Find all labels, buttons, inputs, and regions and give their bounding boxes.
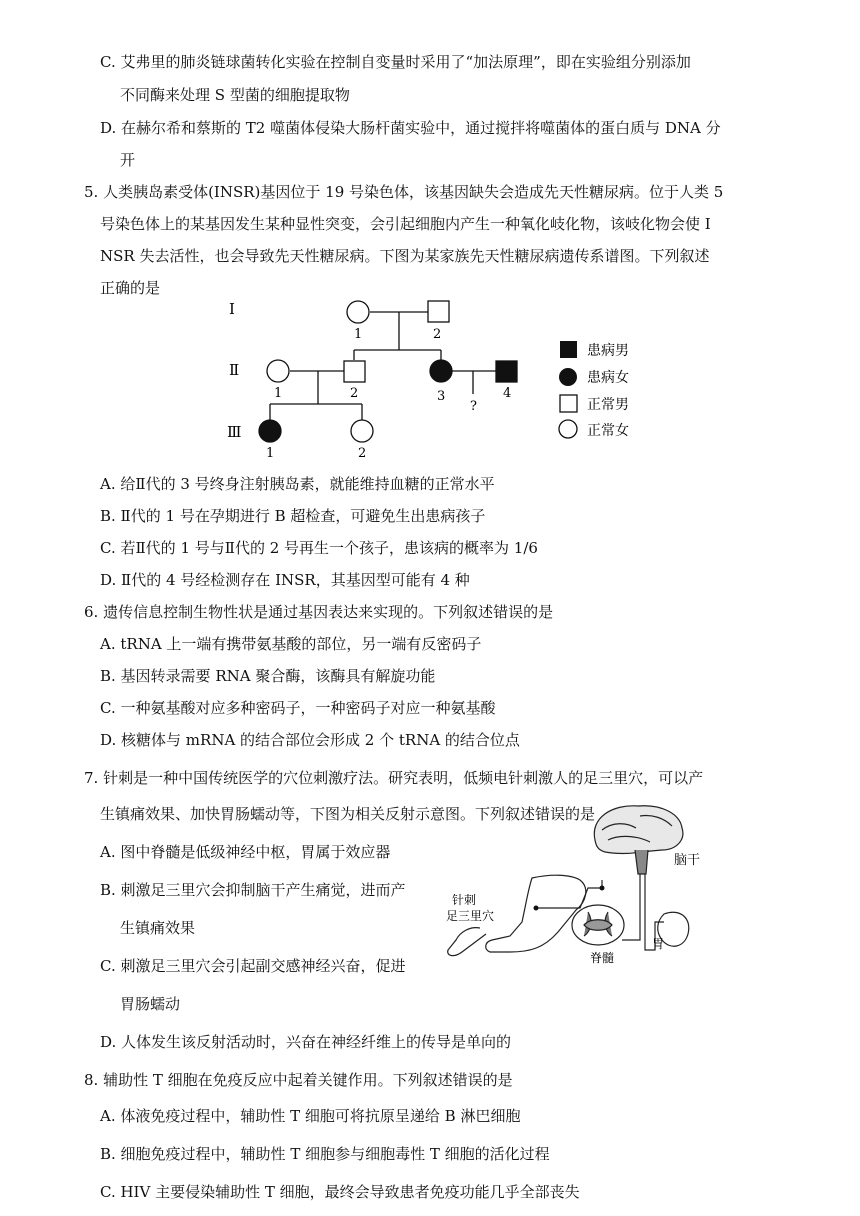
- label-II-2: 2: [350, 386, 359, 401]
- q5-stem-line4: 正确的是: [100, 279, 161, 297]
- legend-normal-female-symbol: [559, 420, 577, 438]
- q6-stem: 6. 遗传信息控制生物性状是通过基因表达来实现的。下列叙述错误的是: [84, 603, 554, 621]
- brainstem-shape: [635, 850, 648, 874]
- label-II-1: 1: [274, 386, 283, 401]
- label-II-3: 3: [437, 389, 446, 404]
- label-I-1: 1: [354, 327, 363, 342]
- pedigree-II-3-affected-female: [430, 360, 452, 382]
- reflex-diagram: [440, 800, 730, 965]
- q8-option-a: A. 体液免疫过程中，辅助性 T 细胞可将抗原呈递给 B 淋巴细胞: [100, 1107, 521, 1125]
- pedigree-I-2-normal-male: [428, 301, 449, 322]
- q5-option-d: D. Ⅱ代的 4 号经检测存在 INSR，其基因型可能有 4 种: [100, 571, 470, 589]
- q5-option-a: A. 给Ⅱ代的 3 号终身注射胰岛素，就能维持血糖的正常水平: [100, 475, 495, 493]
- pedigree-diagram: [0, 0, 860, 470]
- q5-stem-line1: 5. 人类胰岛素受体(INSR)基因位于 19 号染色体，该基因缺失会造成先天性糖尿病。位于人类 5: [84, 183, 724, 201]
- q7-option-b-line1: B. 刺激足三里穴会抑制脑干产生痛觉，进而产: [100, 881, 406, 899]
- q4-option-c-line1: C. 艾弗里的肺炎链球菌转化实验在控制自变量时采用了“加法原理”，即在实验组分别添加: [100, 53, 691, 71]
- q7-option-b-line2: 生镇痛效果: [120, 919, 196, 937]
- label-stomach: 胃: [652, 937, 665, 951]
- brain-shape: [594, 806, 683, 854]
- pedigree-III-1-affected-female: [259, 420, 281, 442]
- nerve-dot: [600, 886, 605, 891]
- q4-option-d-line1: D. 在赫尔希和蔡斯的 T2 噬菌体侵染大肠杆菌实验中，通过搅拌将噬菌体的蛋白质与 DNA 分: [100, 119, 721, 137]
- pedigree-III-2-normal-female: [351, 420, 373, 442]
- q4-option-d-line2: 开: [120, 151, 136, 169]
- label-II-4: 4: [503, 386, 512, 401]
- legend-affected-male-symbol: [560, 341, 577, 358]
- q5-option-c: C. 若Ⅱ代的 1 号与Ⅱ代的 2 号再生一个孩子，患该病的概率为 1/6: [100, 539, 538, 557]
- q4-option-c-line2: 不同酶来处理 S 型菌的细胞提取物: [120, 86, 350, 104]
- legend-affected-female-symbol: [559, 368, 577, 386]
- legend-affected-female-label: 患病女: [587, 370, 629, 386]
- label-I-2: 2: [433, 327, 442, 342]
- pedigree-II-1-normal-female: [267, 360, 289, 382]
- q7-stem-line2: 生镇痛效果、加快胃肠蠕动等，下图为相关反射示意图。下列叙述错误的是: [100, 805, 596, 823]
- label-needle: 针刺: [452, 893, 477, 907]
- label-acupoint: 足三里穴: [446, 909, 495, 923]
- gen-label-III: Ⅲ: [227, 423, 242, 441]
- q5-option-b: B. Ⅱ代的 1 号在孕期进行 B 超检查，可避免生出患病孩子: [100, 507, 486, 525]
- acupoint-dot: [534, 906, 539, 911]
- q5-stem-line2: 号染色体上的某基因发生某种显性突变，会引起细胞内产生一种氧化岐化物，该岐化物会使 I: [100, 215, 711, 233]
- q7-stem-line1: 7. 针刺是一种中国传统医学的穴位刺激疗法。研究表明，低频电针刺激人的足三里穴，可以产: [84, 769, 704, 787]
- q8-option-c: C. HIV 主要侵染辅助性 T 细胞，最终会导致患者免疫功能几乎全部丧失: [100, 1183, 580, 1201]
- q8-stem: 8. 辅助性 T 细胞在免疫反应中起着关键作用。下列叙述错误的是: [84, 1071, 513, 1089]
- pedigree-I-1-normal-female: [347, 301, 369, 323]
- q7-option-a: A. 图中脊髓是低级神经中枢，胃属于效应器: [100, 843, 391, 861]
- legend-normal-female-label: 正常女: [587, 423, 629, 439]
- label-spinal-cord: 脊髓: [590, 951, 615, 965]
- label-question-mark: ?: [470, 399, 477, 414]
- pedigree-II-4-affected-male: [496, 361, 517, 382]
- q7-option-c-line2: 胃肠蠕动: [120, 995, 181, 1013]
- q7-option-d: D. 人体发生该反射活动时，兴奋在神经纤维上的传导是单向的: [100, 1033, 512, 1051]
- q5-stem-line3: NSR 失去活性，也会导致先天性糖尿病。下图为某家族先天性糖尿病遗传系谱图。下列叙述: [100, 247, 710, 265]
- label-brainstem: 脑干: [674, 853, 701, 868]
- leg-shape: [486, 875, 586, 952]
- legend-affected-male-label: 患病男: [587, 343, 629, 359]
- gen-label-I: Ⅰ: [229, 300, 235, 318]
- legend-normal-male-symbol: [560, 395, 577, 412]
- q6-option-b: B. 基因转录需要 RNA 聚合酶，该酶具有解旋功能: [100, 667, 436, 685]
- gen-label-II: Ⅱ: [229, 361, 240, 379]
- label-III-2: 2: [358, 446, 367, 461]
- q8-option-b: B. 细胞免疫过程中，辅助性 T 细胞参与细胞毒性 T 细胞的活化过程: [100, 1145, 550, 1163]
- legend-normal-male-label: 正常男: [587, 397, 629, 413]
- label-III-1: 1: [266, 446, 275, 461]
- pedigree-II-2-normal-male: [344, 361, 365, 382]
- q7-option-c-line1: C. 刺激足三里穴会引起副交感神经兴奋，促进: [100, 957, 406, 975]
- q6-option-d: D. 核糖体与 mRNA 的结合部位会形成 2 个 tRNA 的结合位点: [100, 731, 520, 749]
- q6-option-c: C. 一种氨基酸对应多种密码子，一种密码子对应一种氨基酸: [100, 699, 496, 717]
- q6-option-a: A. tRNA 上一端有携带氨基酸的部位，另一端有反密码子: [100, 635, 482, 653]
